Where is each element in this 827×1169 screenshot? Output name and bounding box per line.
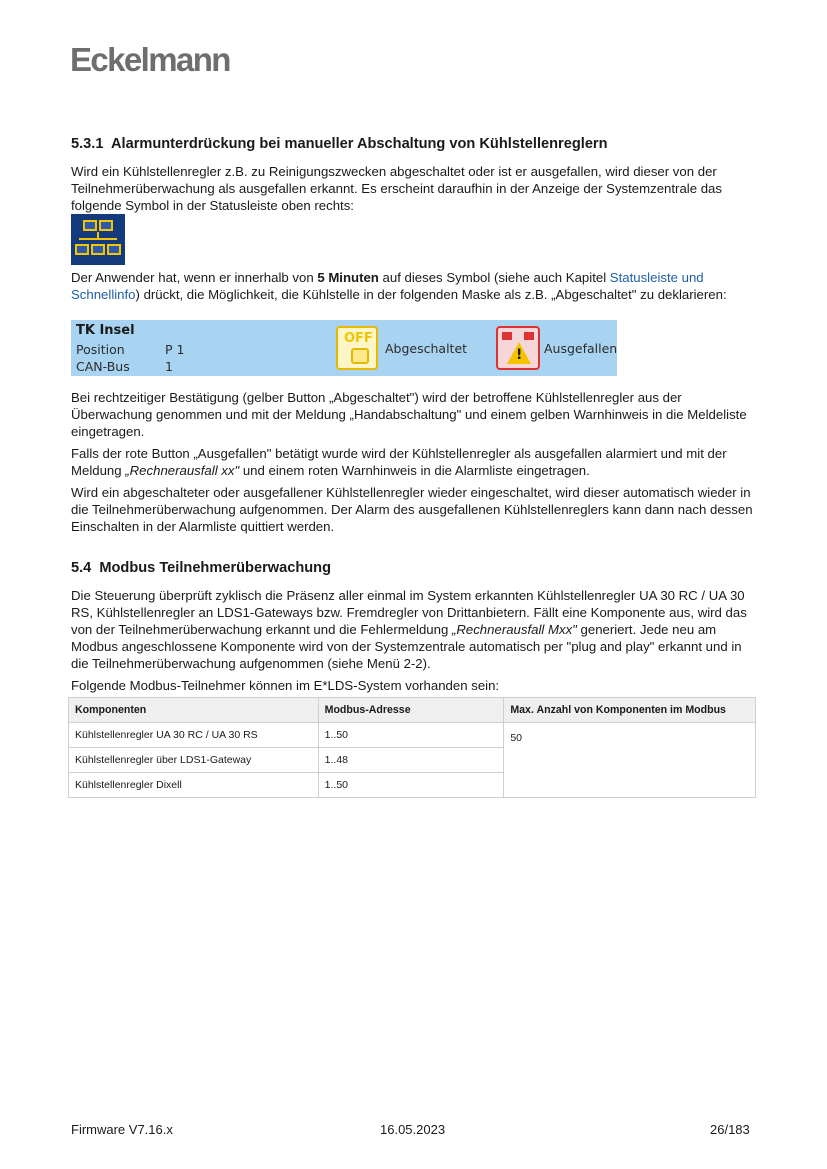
position-value: P 1 <box>165 342 185 357</box>
italic-text: „Rechnerausfall Mxx" <box>451 622 577 637</box>
network-status-icon <box>71 214 125 265</box>
failed-label: Ausgefallen <box>544 341 618 356</box>
text-span: Der Anwender hat, wenn er innerhalb von <box>71 270 318 285</box>
modbus-components-table <box>68 697 756 798</box>
paragraph: Folgende Modbus-Teilnehmer können im E*LDS-System vorhanden sein: <box>71 678 500 693</box>
table-cell: Kühlstellenregler über LDS1-Gateway <box>69 748 319 773</box>
footer-firmware: Firmware V7.16.x <box>71 1122 173 1137</box>
section-number: 5.3.1 <box>71 136 104 152</box>
section-title: Modbus Teilnehmerüberwachung <box>99 560 331 576</box>
table-row <box>69 723 756 748</box>
table-cell: 1..50 <box>318 723 504 748</box>
switched-off-label: Abgeschaltet <box>385 341 468 356</box>
paragraph <box>71 445 761 479</box>
bold-text: 5 Minuten <box>317 270 379 285</box>
text-span: ) drückt, die Möglichkeit, die Kühlstelle in der folgenden Maske als z.B. „Abgeschaltet" zu deklarieren: <box>135 287 727 302</box>
switched-off-button[interactable] <box>336 326 378 370</box>
failed-button[interactable]: ! <box>496 326 540 370</box>
text-span: generiert. Jede neu am Modbus angeschlossene Komponente wird von der Systemzentrale automatisch per "plug and play" erkannt und in die Teilnehmerüberwachung aufgenommen (siehe Menü 2-2). <box>71 622 742 671</box>
canbus-label: CAN-Bus <box>76 359 130 374</box>
column-header: Komponenten <box>69 698 319 723</box>
table-cell: 1..50 <box>318 773 504 798</box>
section-heading-5-3-1 <box>71 135 608 153</box>
table-header-row <box>69 698 756 723</box>
declaration-mask <box>71 320 617 376</box>
italic-text: „Rechnerausfall xx" <box>125 463 240 478</box>
section-title: Alarmunterdrückung bei manueller Abschaltung von Kühlstellenreglern <box>110 136 608 152</box>
paragraph <box>71 587 761 672</box>
column-header: Modbus-Adresse <box>318 698 504 723</box>
footer-date: 16.05.2023 <box>380 1122 446 1137</box>
text-span: und einem roten Warnhinweis in die Alarmliste eingetragen. <box>239 463 590 478</box>
table-cell: Kühlstellenregler Dixell <box>69 773 319 798</box>
paragraph: Wird ein abgeschalteter oder ausgefallener Kühlstellenregler wieder eingeschaltet, wird dieser automatisch wieder in die Teilnehmerüberwachung aufgenommen. Der Alarm des ausgefallenen Kühlstellenreglers kann dann nach dessen Einschalten in der Alarmliste quittiert werden. <box>71 485 753 534</box>
section-number: 5.4 <box>71 560 92 576</box>
table-cell: Kühlstellenregler UA 30 RC / UA 30 RS <box>69 723 319 748</box>
hand-icon <box>351 348 369 364</box>
footer-page-number: 26/183 <box>710 1122 750 1137</box>
off-icon-text: OFF <box>344 331 373 346</box>
table-cell: 1..48 <box>318 748 504 773</box>
text-span: Falls der rote Button „Ausgefallen" betätigt wurde wird der Kühlstellenregler als ausgefallen alarmiert und mit der Meldung <box>71 446 727 478</box>
canbus-value: 1 <box>165 359 173 374</box>
table-cell: 50 <box>504 723 756 798</box>
mask-title: TK Insel <box>76 323 135 338</box>
paragraph: Bei rechtzeitiger Bestätigung (gelber Button „Abgeschaltet") wird der betroffene Kühlstellenregler aus der Überwachung genommen und mit der Meldung „Handabschaltung" und einem gelben Warnhinweis in die Meldeliste eingetragen. <box>71 390 747 439</box>
text-span: auf dieses Symbol (siehe auch Kapitel <box>378 270 610 285</box>
chapter-link[interactable]: Statusleiste und Schnellinfo <box>71 270 704 302</box>
paragraph <box>71 269 761 303</box>
column-header: Max. Anzahl von Komponenten im Modbus <box>504 698 756 723</box>
eckelmann-logo: Eckelmann <box>70 41 230 78</box>
section-heading-5-4 <box>71 559 331 577</box>
paragraph: Wird ein Kühlstellenregler z.B. zu Reinigungszwecken abgeschaltet oder ist er ausgefallen, wird dieser von der Teilnehmerüberwachung als ausgefallen erkannt. Es erscheint daraufhin in der Anzeige der Systemzentrale das folgende Symbol in der Statusleiste oben rechts: <box>71 164 722 213</box>
position-label: Position <box>76 342 125 357</box>
text-span: Die Steuerung überprüft zyklisch die Präsenz aller einmal im System erkannten Kühlstellenregler UA 30 RC / UA 30 RS, Kühlstellenregler an LDS1-Gateways bzw. Fremdregler von Drittanbietern. Fällt eine Komponente aus, wird das von der Teilnehmerüberwachung erkannt und die Fehlermeldung <box>71 588 747 637</box>
